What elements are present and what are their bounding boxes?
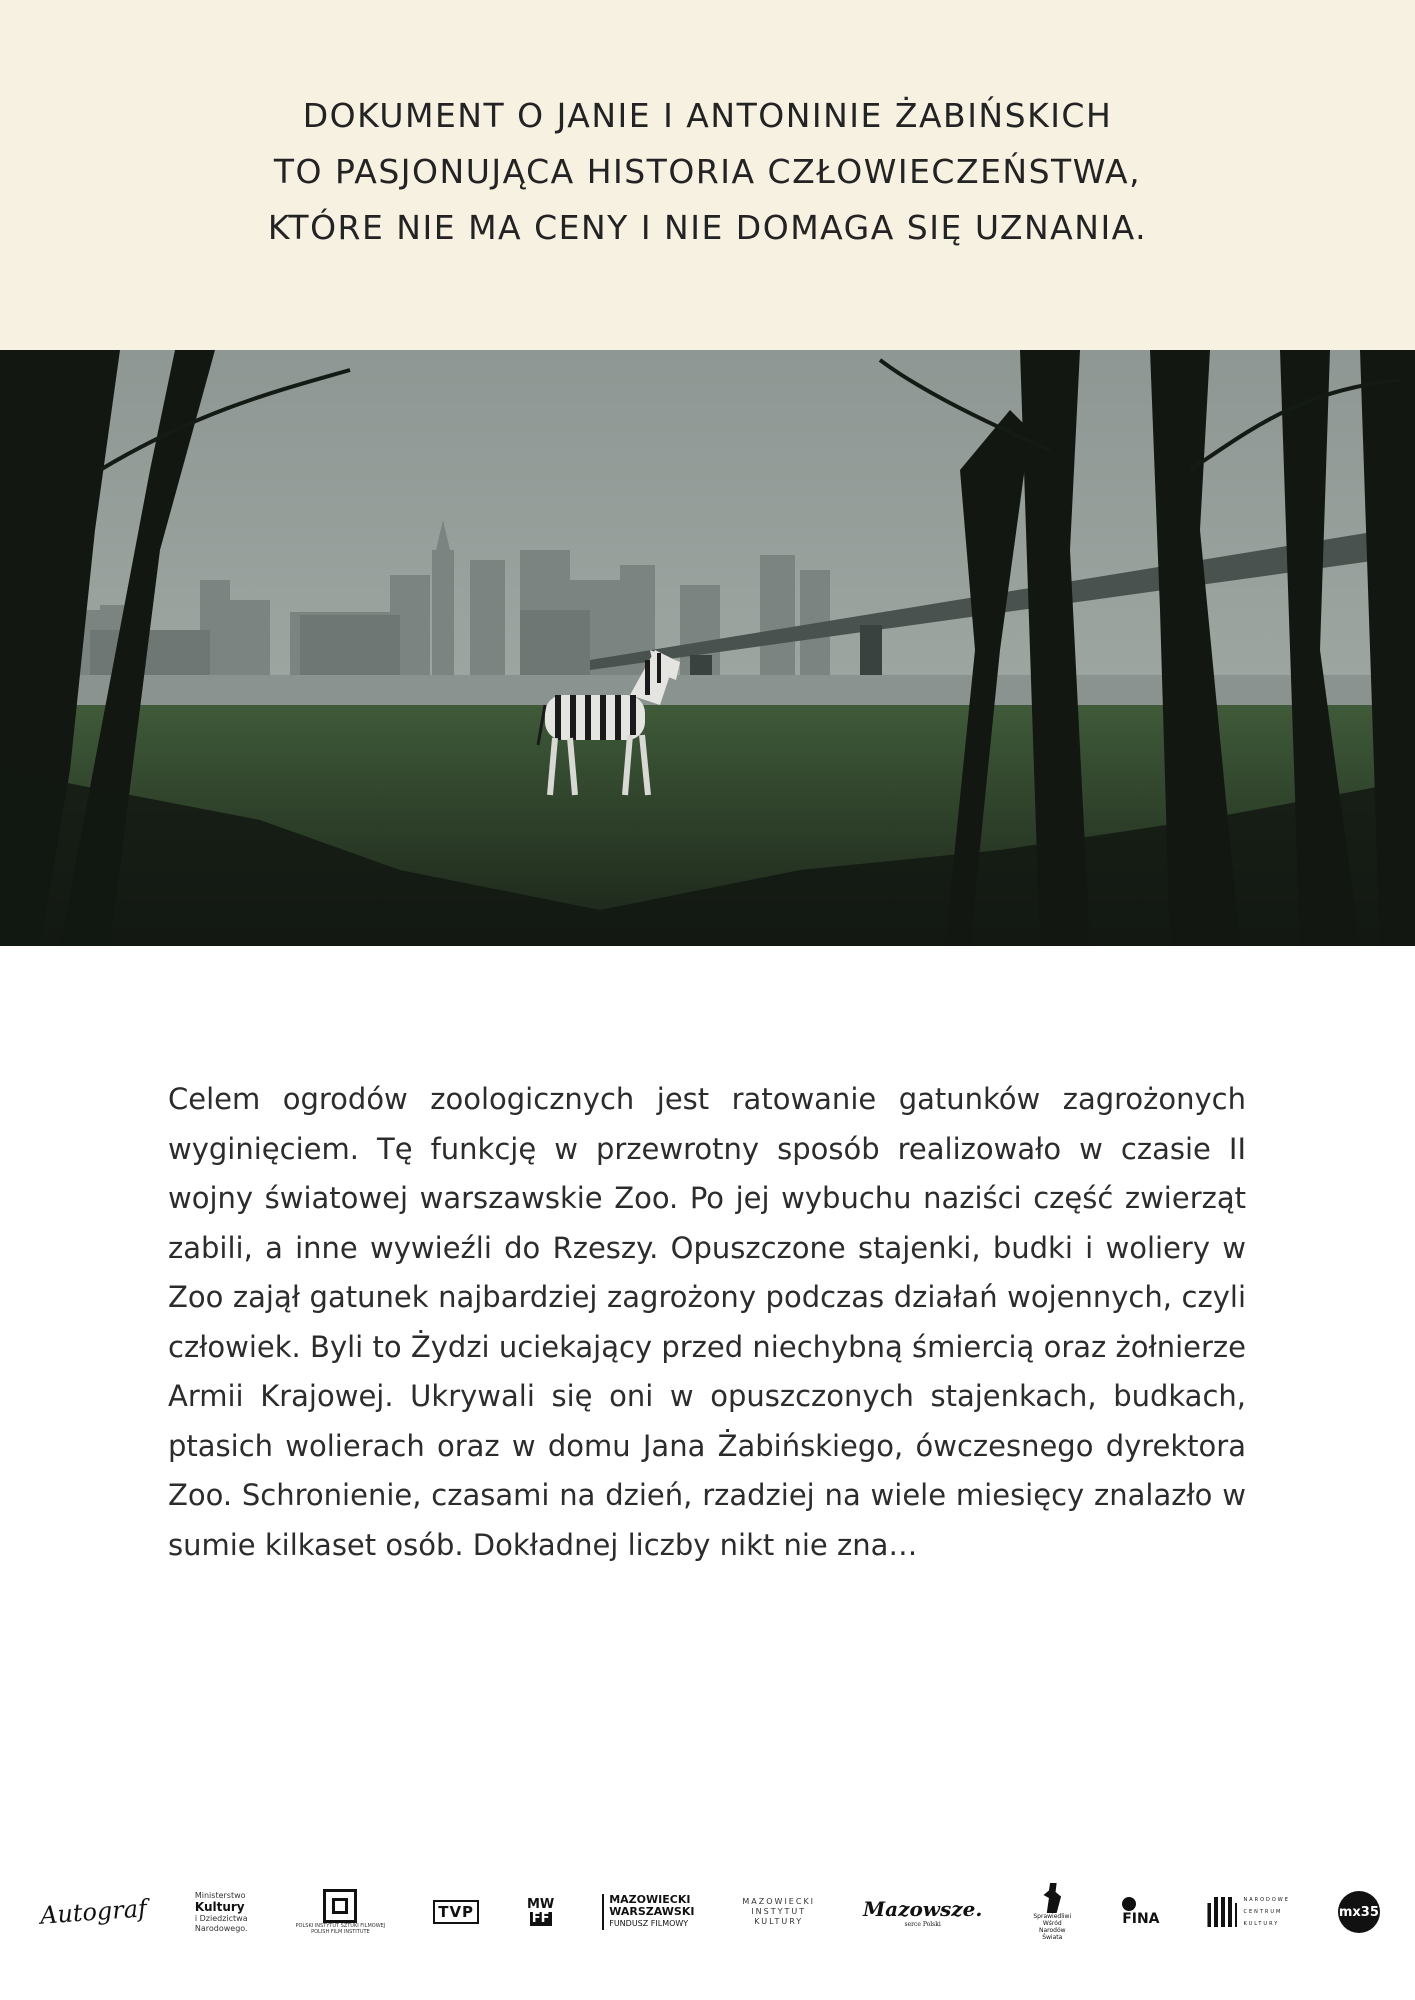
pisf-logo xyxy=(296,1889,386,1935)
mkidn-logo xyxy=(195,1891,248,1934)
castle-icon xyxy=(1207,1897,1237,1927)
pisf-line-2: POLISH FILM INSTITUTE xyxy=(311,1929,370,1935)
mik-line-3: KULTURY xyxy=(754,1917,804,1926)
mazowsze-name: Mazowsze. xyxy=(862,1896,983,1921)
fina-logo xyxy=(1122,1897,1159,1927)
fina-dot-icon xyxy=(1122,1897,1136,1911)
pisf-line-1: POLSKI INSTYTUT SZTUKI FILMOWEJ xyxy=(295,1923,386,1929)
pisf-mark-icon xyxy=(323,1889,357,1923)
nck-line-2: CENTRUM xyxy=(1243,1909,1283,1915)
mik-line-1: MAZOWIECKI xyxy=(742,1897,816,1906)
mwff-line-1: MW xyxy=(527,1897,555,1912)
mwff-line-2: FF xyxy=(531,1911,550,1926)
mkidn-line-2: Kultury xyxy=(194,1899,245,1914)
mkidn-line-1: Ministerstwo xyxy=(194,1890,246,1900)
mazowsze-tag: serce Polski xyxy=(904,1920,941,1928)
mazowsze-logo xyxy=(863,1897,982,1928)
mkidn-line-4: Narodowego. xyxy=(194,1923,248,1933)
mfw-line-2: WARSZAWSKI xyxy=(609,1905,695,1918)
mkidn-line-3: i Dziedzictwa xyxy=(194,1913,248,1923)
sponsor-logos-bar xyxy=(40,1872,1380,1952)
photo-illustration xyxy=(0,350,1415,946)
nck-line-1: NARODOWE xyxy=(1243,1897,1290,1903)
nck-logo xyxy=(1207,1894,1289,1930)
autograf-logo: Autograf xyxy=(39,1894,148,1930)
mik-line-2: INSTYTUT xyxy=(751,1907,807,1916)
nck-line-3: KULTURY xyxy=(1243,1921,1280,1927)
fina-text: FINA xyxy=(1122,1911,1160,1927)
headline-line-2: TO PASJONUJĄCA HISTORIA CZŁOWIECZEŃSTWA, xyxy=(273,152,1142,191)
figure-icon xyxy=(1041,1883,1063,1913)
headline-line-3: KTÓRE NIE MA CENY I NIE DOMAGA SIĘ UZNANIA. xyxy=(267,208,1148,247)
mx35-logo: mx35 xyxy=(1338,1891,1380,1933)
sprawiedliwi-text: Sprawiedliwi Wśród Narodów Świata xyxy=(1033,1913,1072,1941)
mwff-logo xyxy=(527,1898,554,1926)
mfw-line-3: FUNDUSZ FILMOWY xyxy=(609,1919,689,1928)
tvp-logo: TVP xyxy=(433,1900,479,1924)
mazowiecki-fundusz-logo xyxy=(602,1894,694,1930)
headline-line-1: DOKUMENT O JANIE I ANTONINIE ŻABIŃSKICH xyxy=(302,96,1113,135)
headline xyxy=(0,88,1415,256)
mfw-line-1: MAZOWIECKI xyxy=(609,1893,691,1906)
zebra-riverbank-photo xyxy=(0,350,1415,946)
mik-logo xyxy=(742,1897,815,1927)
sprawiedliwi-logo xyxy=(1030,1883,1074,1941)
body-paragraph: Celem ogrodów zoologicznych jest ratowanie gatunków zagrożonych wyginięciem. Tę funkcję w przewrotny sposób realizowało w czasie II wojny światowej warszawskie Zoo. Po jej wybuchu naziści część zwierząt zabili, a inne wywieźli do Rzeszy. Opuszczone stajenki, budki i woliery w Zoo zajął gatunek najbardziej zagrożony podczas działań wojennych, czyli człowiek. Byli to Żydzi uciekający przed niechybną śmiercią oraz żołnierze Armii Krajowej. Ukrywali się oni w opuszczonych stajenkach, budkach, ptasich wolierach oraz w domu Jana Żabińskiego, ówczesnego dyrektora Zoo. Schronienie, czasami na dzień, rzadziej na wiele miesięcy znalazło w sumie kilkaset osób. Dokładnej liczby nikt nie zna… xyxy=(168,1082,1246,1562)
